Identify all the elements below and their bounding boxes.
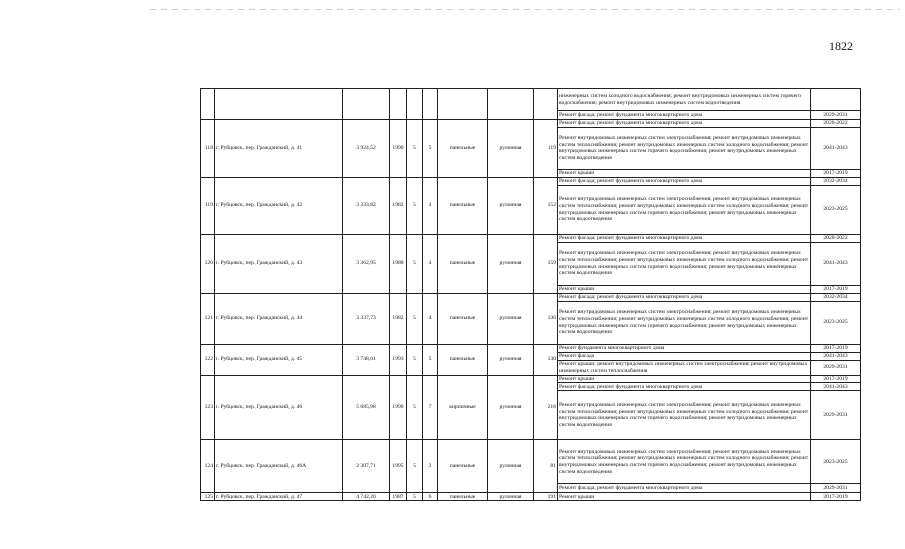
work-period-cell: 2017-2019: [811, 375, 861, 383]
year-cell: 1990: [390, 120, 407, 178]
overhaul-schedule-table: [200, 88, 861, 501]
work-type-cell: Ремонт фасада: [558, 352, 811, 360]
work-period-cell: 2023-2025: [811, 440, 861, 484]
table-row: [201, 120, 861, 128]
work-type-cell: Ремонт крыши: [558, 493, 811, 501]
table-row: [201, 344, 861, 352]
address-cell: г. Рубцовск, пер. Гражданский, д. 42: [215, 177, 343, 234]
work-type-cell: Ремонт фасада; ремонт фундамента многоквартирного дома: [558, 293, 811, 301]
residents-cell: 136: [534, 293, 558, 344]
roof-type-cell: [488, 89, 534, 120]
table-row: [201, 234, 861, 242]
row-number: 121: [201, 293, 215, 344]
work-type-cell: Ремонт внутридомовых инженерных систем электроснабжения; ремонт внутридомовых инженерных систем теплоснабжения; ремонт внутридомовых инженерных систем холодного водоснабжения; ремонт внутридомовых инженерных систем горячего водоснабжения; ремонт внутридомовых инженерных систем водоотведения: [558, 242, 811, 285]
row-number: [201, 89, 215, 120]
area-cell: 3 362,95: [343, 234, 390, 293]
year-cell: [390, 89, 407, 120]
row-number: 119: [201, 177, 215, 234]
address-cell: г. Рубцовск, пер. Гражданский, д. 43: [215, 234, 343, 293]
floors-cell: 5: [407, 177, 423, 234]
row-number: 123: [201, 375, 215, 440]
roof-type-cell: рулонная: [488, 234, 534, 293]
work-period-cell: 2032-2034: [811, 177, 861, 185]
work-period-cell: 2032-2034: [811, 293, 861, 301]
work-type-cell: Ремонт фасада; ремонт фундамента многоквартирного дома: [558, 383, 811, 391]
roof-type-cell: рулонная: [488, 440, 534, 493]
work-period-cell: 2017-2019: [811, 493, 861, 501]
floors-cell: 5: [407, 344, 423, 375]
entrances-cell: 4: [423, 177, 438, 234]
row-number: 118: [201, 120, 215, 178]
work-period-cell: 2029-2031: [811, 111, 861, 120]
wall-material-cell: панельные: [438, 440, 488, 493]
row-number: 120: [201, 234, 215, 293]
floors-cell: 5: [407, 493, 423, 501]
page-number: 1822: [829, 39, 853, 53]
entrances-cell: 4: [423, 293, 438, 344]
residents-cell: [534, 89, 558, 120]
work-period-cell: 2017-2019: [811, 285, 861, 293]
wall-material-cell: панельные: [438, 344, 488, 375]
roof-type-cell: рулонная: [488, 293, 534, 344]
year-cell: 1993: [390, 344, 407, 375]
area-cell: 4 742,20: [343, 493, 390, 501]
wall-material-cell: панельные: [438, 234, 488, 293]
work-type-cell: Ремонт крыши: [558, 375, 811, 383]
roof-type-cell: рулонная: [488, 375, 534, 440]
work-period-cell: 2023-2025: [811, 301, 861, 344]
table-row: [201, 375, 861, 383]
roof-type-cell: рулонная: [488, 493, 534, 501]
floors-cell: 5: [407, 375, 423, 440]
work-type-cell: Ремонт крыши: [558, 169, 811, 177]
year-cell: 1995: [390, 440, 407, 493]
work-type-cell: Ремонт фасада; ремонт фундамента многоквартирного дома: [558, 234, 811, 242]
work-period-cell: 2041-2043: [811, 242, 861, 285]
work-period-cell: 2041-2043: [811, 352, 861, 360]
residents-cell: 216: [534, 375, 558, 440]
scan-artifact-line: [150, 9, 900, 10]
floors-cell: 5: [407, 120, 423, 178]
year-cell: 1990: [390, 375, 407, 440]
floors-cell: 5: [407, 234, 423, 293]
year-cell: 1987: [390, 493, 407, 501]
year-cell: 1982: [390, 177, 407, 234]
work-type-cell: Ремонт крыши: [558, 285, 811, 293]
address-cell: г. Рубцовск, пер. Гражданский, д. 47: [215, 493, 343, 501]
floors-cell: 5: [407, 293, 423, 344]
wall-material-cell: [438, 89, 488, 120]
year-cell: 1988: [390, 234, 407, 293]
address-cell: г. Рубцовск, пер. Гражданский, д. 46: [215, 375, 343, 440]
work-period-cell: 2023-2025: [811, 185, 861, 234]
work-period-cell: 2041-2043: [811, 383, 861, 391]
residents-cell: 81: [534, 440, 558, 493]
roof-type-cell: рулонная: [488, 177, 534, 234]
address-cell: г. Рубцовск, пер. Гражданский, д. 41: [215, 120, 343, 178]
residents-cell: 159: [534, 234, 558, 293]
work-period-cell: 2020-2022: [811, 234, 861, 242]
address-cell: г. Рубцовск, пер. Гражданский, д. 46А: [215, 440, 343, 493]
area-cell: 5 685,98: [343, 375, 390, 440]
wall-material-cell: панельные: [438, 493, 488, 501]
work-period-cell: 2017-2019: [811, 169, 861, 177]
work-period-cell: 2020-2022: [811, 120, 861, 128]
address-cell: [215, 89, 343, 120]
work-type-cell: Ремонт внутридомовых инженерных систем электроснабжения; ремонт внутридомовых инженерных систем теплоснабжения; ремонт внутридомовых инженерных систем холодного водоснабжения; ремонт внутридомовых инженерных систем горячего водоснабжения; ремонт внутридомовых инженерных систем водоотведения: [558, 185, 811, 234]
row-number: 125: [201, 493, 215, 501]
entrances-cell: 5: [423, 120, 438, 178]
work-type-cell: Ремонт внутридомовых инженерных систем электроснабжения; ремонт внутридомовых инженерных систем теплоснабжения; ремонт внутридомовых инженерных систем холодного водоснабжения; ремонт внутридомовых инженерных систем горячего водоснабжения; ремонт внутридомовых инженерных систем водоотведения: [558, 391, 811, 440]
entrances-cell: 4: [423, 234, 438, 293]
work-period-cell: [811, 89, 861, 111]
work-type-cell: Ремонт внутридомовых инженерных систем электроснабжения; ремонт внутридомовых инженерных систем теплоснабжения; ремонт внутридомовых инженерных систем холодного водоснабжения; ремонт внутридомовых инженерных систем горячего водоснабжения; ремонт внутридомовых инженерных систем водоотведения: [558, 127, 811, 169]
work-type-cell: Ремонт крыши; ремонт внутридомовых инженерных систем электроснабжения; ремонт внутридомовых инженерных систем теплоснабжения: [558, 360, 811, 375]
table-row: [201, 293, 861, 301]
wall-material-cell: панельные: [438, 120, 488, 178]
address-cell: г. Рубцовск, пер. Гражданский, д. 45: [215, 344, 343, 375]
work-type-cell: Ремонт фасада; ремонт фундамента многоквартирного дома: [558, 484, 811, 493]
floors-cell: [407, 89, 423, 120]
work-type-cell: инженерных систем холодного водоснабжения; ремонт внутридомовых инженерных систем горячего водоснабжения; ремонт внутридомовых инженерных систем водоотведения: [558, 89, 811, 111]
work-type-cell: Ремонт фасада; ремонт фундамента многоквартирного дома: [558, 177, 811, 185]
work-type-cell: Ремонт внутридомовых инженерных систем электроснабжения; ремонт внутридомовых инженерных систем теплоснабжения; ремонт внутридомовых инженерных систем холодного водоснабжения; ремонт внутридомовых инженерных систем горячего водоснабжения; ремонт внутридомовых инженерных систем водоотведения: [558, 440, 811, 484]
area-cell: 3 333,82: [343, 177, 390, 234]
work-period-cell: 2017-2019: [811, 344, 861, 352]
entrances-cell: 3: [423, 440, 438, 493]
year-cell: 1982: [390, 293, 407, 344]
wall-material-cell: кирпичные: [438, 375, 488, 440]
table-row: [201, 440, 861, 484]
work-period-cell: 2029-2031: [811, 360, 861, 375]
area-cell: 2 307,71: [343, 440, 390, 493]
row-number: 122: [201, 344, 215, 375]
work-type-cell: Ремонт внутридомовых инженерных систем электроснабжения; ремонт внутридомовых инженерных систем теплоснабжения; ремонт внутридомовых инженерных систем холодного водоснабжения; ремонт внутридомовых инженерных систем горячего водоснабжения; ремонт внутридомовых инженерных систем водоотведения: [558, 301, 811, 344]
address-cell: г. Рубцовск, пер. Гражданский, д. 44: [215, 293, 343, 344]
roof-type-cell: рулонная: [488, 344, 534, 375]
residents-cell: 191: [534, 493, 558, 501]
table-row: [201, 493, 861, 501]
row-number: 124: [201, 440, 215, 493]
residents-cell: 152: [534, 177, 558, 234]
entrances-cell: 7: [423, 375, 438, 440]
work-period-cell: 2029-2031: [811, 391, 861, 440]
entrances-cell: 5: [423, 344, 438, 375]
residents-cell: 130: [534, 344, 558, 375]
wall-material-cell: панельные: [438, 177, 488, 234]
work-period-cell: 2029-2031: [811, 484, 861, 493]
work-period-cell: 2041-2043: [811, 127, 861, 169]
area-cell: 3 337,73: [343, 293, 390, 344]
work-type-cell: Ремонт фасада; ремонт фундамента многоквартирного дома: [558, 111, 811, 120]
area-cell: 3 748,61: [343, 344, 390, 375]
area-cell: 3 924,52: [343, 120, 390, 178]
area-cell: [343, 89, 390, 120]
roof-type-cell: рулонная: [488, 120, 534, 178]
wall-material-cell: панельные: [438, 293, 488, 344]
floors-cell: 5: [407, 440, 423, 493]
table-row: [201, 177, 861, 185]
table-row: [201, 89, 861, 111]
entrances-cell: 6: [423, 493, 438, 501]
residents-cell: 119: [534, 120, 558, 178]
work-type-cell: Ремонт фасада; ремонт фундамента многоквартирного дома: [558, 120, 811, 128]
entrances-cell: [423, 89, 438, 120]
work-type-cell: Ремонт фундамента многоквартирного дома: [558, 344, 811, 352]
